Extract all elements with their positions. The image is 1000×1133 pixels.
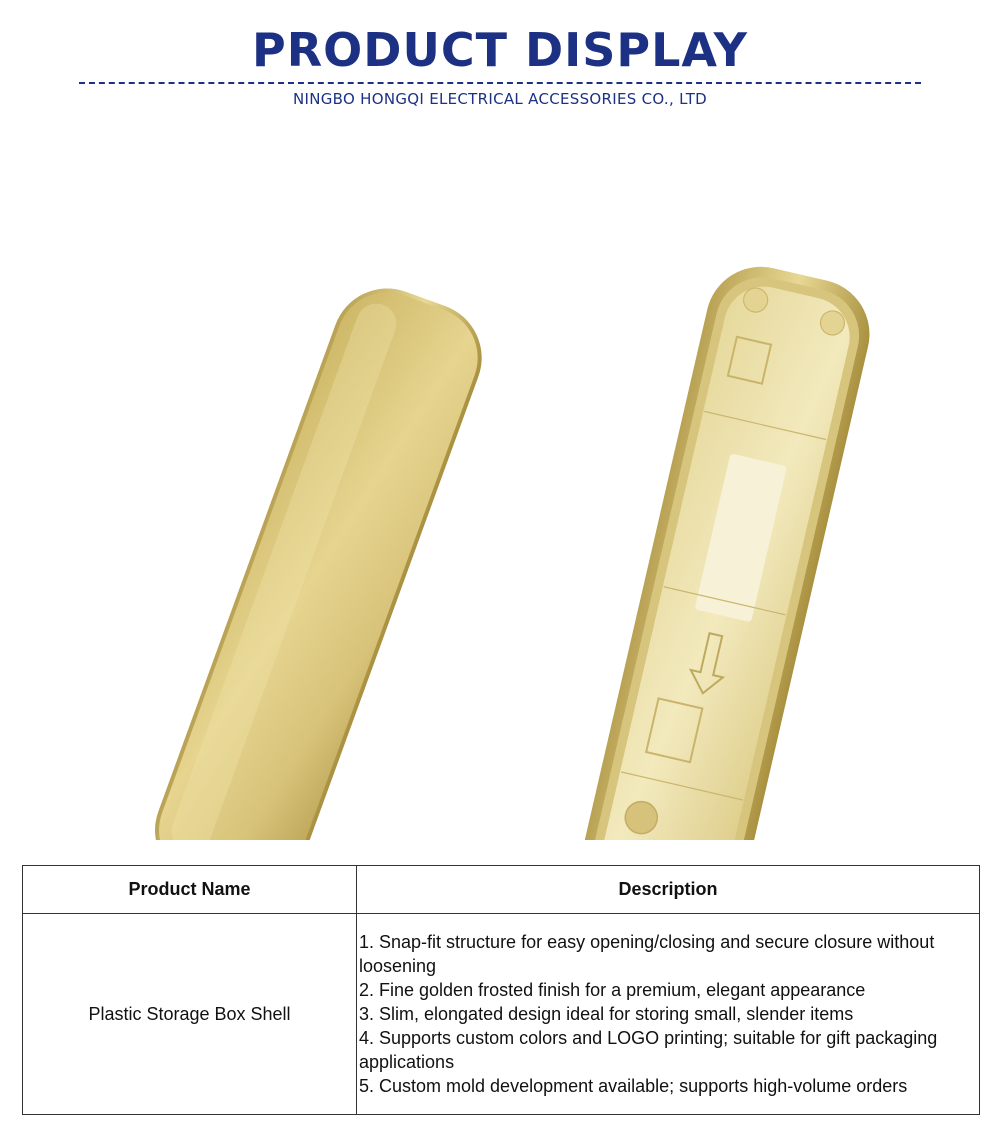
company-name: NINGBO HONGQI ELECTRICAL ACCESSORIES CO., LTD [292, 90, 708, 108]
header-description: Description [357, 866, 980, 914]
table-row [23, 914, 980, 1115]
base-piece [567, 256, 881, 840]
table-header-row [23, 866, 980, 914]
description-line: 3. Slim, elongated design ideal for storing small, slender items [359, 1004, 854, 1024]
description-cell [357, 914, 980, 1115]
product-name-cell: Plastic Storage Box Shell [23, 914, 357, 1115]
header-product-name: Product Name [23, 866, 357, 914]
description-line: 2. Fine golden frosted finish for a premium, elegant appearance [359, 980, 866, 1000]
lid-piece [140, 273, 498, 840]
product-photo [0, 140, 1000, 840]
page-title: PRODUCT DISPLAY [252, 23, 748, 77]
product-spec-table [22, 865, 980, 1115]
description-line: 4. Supports custom colors and LOGO printing; suitable for gift packaging applications [359, 1028, 938, 1072]
description-line: 1. Snap-fit structure for easy opening/closing and secure closure without loosening [359, 932, 935, 976]
title-divider [79, 82, 921, 84]
page-header [0, 0, 1000, 108]
description-line: 5. Custom mold development available; supports high-volume orders [359, 1076, 908, 1096]
